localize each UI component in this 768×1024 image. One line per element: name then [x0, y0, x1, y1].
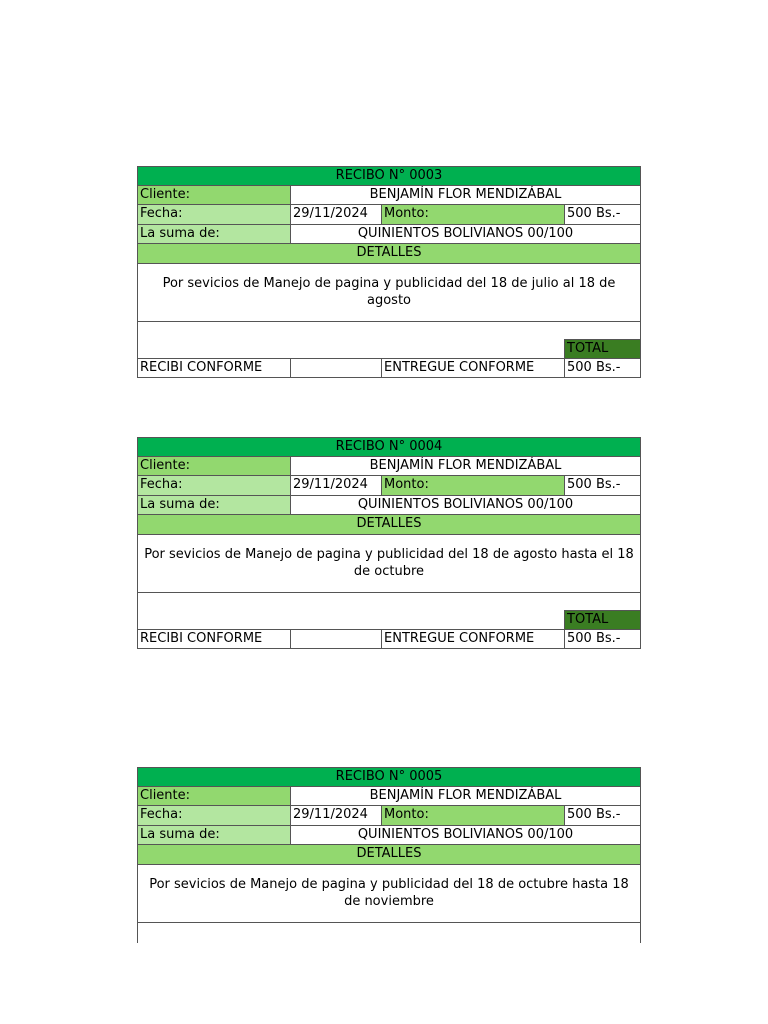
client-label: Cliente: [137, 456, 291, 477]
sum-row [137, 225, 641, 245]
delivered-signature-label: ENTREGUE CONFORME [381, 629, 565, 650]
client-label: Cliente: [137, 786, 291, 807]
date-value: 29/11/2024 [290, 204, 382, 225]
receipt-header-row [137, 437, 641, 457]
sum-label: La suma de: [137, 825, 291, 846]
amount-label: Monto: [381, 475, 565, 496]
details-text: Por sevicios de Manejo de pagina y publicidad del 18 de julio al 18 de agosto [137, 263, 641, 322]
client-value: BENJAMÍN FLOR MENDIZÁBAL [290, 456, 641, 477]
date-value: 29/11/2024 [290, 805, 382, 826]
details-header-row [137, 244, 641, 264]
receipt-0003 [137, 166, 641, 378]
amount-label: Monto: [381, 204, 565, 225]
sum-label: La suma de: [137, 224, 291, 245]
receipt-title: RECIBO N° 0005 [137, 767, 641, 787]
total-label: TOTAL [564, 339, 641, 359]
date-label: Fecha: [137, 204, 291, 225]
client-row [137, 787, 641, 807]
sum-value: QUINIENTOS BOLIVIANOS 00/100 [290, 224, 641, 245]
receipt-header-row [137, 166, 641, 186]
client-row [137, 186, 641, 206]
receipt-title: RECIBO N° 0004 [137, 437, 641, 457]
total-value: 500 Bs.- [564, 629, 641, 650]
blank-area [137, 592, 641, 630]
date-row [137, 476, 641, 496]
total-label: TOTAL [564, 610, 641, 630]
blank-area [137, 321, 641, 359]
amount-value: 500 Bs.- [564, 805, 641, 826]
blank-area [137, 922, 641, 943]
amount-value: 500 Bs.- [564, 204, 641, 225]
sum-label: La suma de: [137, 495, 291, 516]
receipt-0005 [137, 767, 641, 943]
details-text: Por sevicios de Manejo de pagina y publicidad del 18 de agosto hasta el 18 de octubre [137, 534, 641, 593]
client-value: BENJAMÍN FLOR MENDIZÁBAL [290, 786, 641, 807]
details-header-row [137, 845, 641, 865]
signature-row [137, 359, 641, 379]
client-value: BENJAMÍN FLOR MENDIZÁBAL [290, 185, 641, 206]
sum-value: QUINIENTOS BOLIVIANOS 00/100 [290, 495, 641, 516]
receipt-title: RECIBO N° 0003 [137, 166, 641, 186]
details-label: DETALLES [137, 514, 641, 535]
details-text: Por sevicios de Manejo de pagina y publicidad del 18 de octubre hasta 18 de noviembre [137, 864, 641, 923]
details-label: DETALLES [137, 243, 641, 264]
empty-cell [290, 358, 382, 379]
receipt-0004 [137, 437, 641, 649]
date-row [137, 806, 641, 826]
date-label: Fecha: [137, 805, 291, 826]
details-header-row [137, 515, 641, 535]
sum-row [137, 496, 641, 516]
date-label: Fecha: [137, 475, 291, 496]
delivered-signature-label: ENTREGUE CONFORME [381, 358, 565, 379]
client-label: Cliente: [137, 185, 291, 206]
received-signature-label: RECIBI CONFORME [137, 629, 291, 650]
amount-label: Monto: [381, 805, 565, 826]
empty-cell [290, 629, 382, 650]
sum-row [137, 826, 641, 846]
date-row [137, 205, 641, 225]
amount-value: 500 Bs.- [564, 475, 641, 496]
total-value: 500 Bs.- [564, 358, 641, 379]
details-label: DETALLES [137, 844, 641, 865]
client-row [137, 457, 641, 477]
signature-row [137, 630, 641, 650]
receipt-header-row [137, 767, 641, 787]
date-value: 29/11/2024 [290, 475, 382, 496]
received-signature-label: RECIBI CONFORME [137, 358, 291, 379]
sum-value: QUINIENTOS BOLIVIANOS 00/100 [290, 825, 641, 846]
